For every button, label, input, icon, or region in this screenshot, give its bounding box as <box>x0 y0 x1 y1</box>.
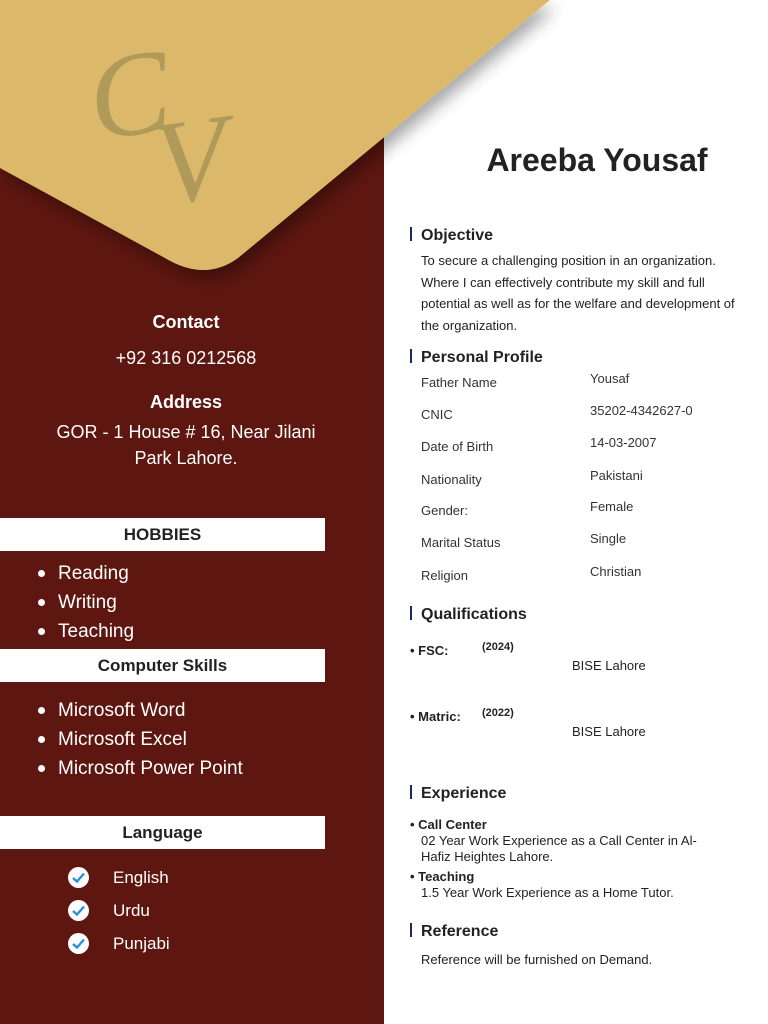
reference-heading <box>410 923 498 941</box>
list-item <box>68 861 170 894</box>
list-item: Reading <box>36 559 134 588</box>
profile-label: Marital Status <box>421 535 501 550</box>
language-list <box>68 861 170 960</box>
qualification-year: (2022) <box>482 707 514 719</box>
qualifications-heading <box>410 606 527 624</box>
profile-label: Date of Birth <box>421 439 494 454</box>
personal-profile-heading <box>410 349 543 367</box>
experience-description: 1.5 Year Work Experience as a Home Tutor. <box>421 885 674 900</box>
qualification-year: (2024) <box>482 641 514 653</box>
qualification-label: • FSC: <box>410 643 449 658</box>
profile-value: Yousaf <box>590 371 630 386</box>
profile-value: Single <box>590 531 627 546</box>
experience-item <box>410 817 710 865</box>
profile-value: 14-03-2007 <box>590 435 657 450</box>
candidate-name: Areeba Yousaf <box>486 142 708 178</box>
experience-heading <box>410 785 506 803</box>
section-title: Personal Profile <box>421 349 543 366</box>
qualification-name: Matric: <box>418 709 461 724</box>
list-item: Microsoft Excel <box>36 725 243 754</box>
profile-label: Gender: <box>421 503 468 518</box>
contact-heading: Contact <box>152 312 220 332</box>
computer-skills-heading: Computer Skills <box>0 649 325 682</box>
profile-label: CNIC <box>421 407 453 422</box>
list-item: Teaching <box>36 617 134 646</box>
profile-label: Father Name <box>421 375 497 390</box>
profile-label: Nationality <box>421 472 482 487</box>
hobbies-list <box>36 559 134 646</box>
section-bar <box>410 349 412 363</box>
experience-title: • Call Center <box>410 817 487 832</box>
list-item: Writing <box>36 588 134 617</box>
checkmark-icon <box>68 933 89 954</box>
section-bar <box>410 227 412 241</box>
profile-label: Religion <box>421 568 468 583</box>
reference-text: Reference will be furnished on Demand. <box>421 952 653 967</box>
list-item <box>68 894 170 927</box>
section-bar <box>410 606 412 620</box>
qualification-board: BISE Lahore <box>572 658 646 673</box>
qualification-board: BISE Lahore <box>572 724 646 739</box>
qualification-label: • Matric: <box>410 709 461 724</box>
language-label: English <box>113 867 169 887</box>
experience-description: 02 Year Work Experience as a Call Center in Al-Hafiz Heightes Lahore. <box>421 833 697 864</box>
section-title: Qualifications <box>421 606 527 623</box>
language-label: Punjabi <box>113 933 170 953</box>
list-item <box>68 927 170 960</box>
address-heading: Address <box>149 392 223 412</box>
experience-title: • Teaching <box>410 869 475 884</box>
cv-logo: V <box>145 88 237 231</box>
hobbies-heading: HOBBIES <box>0 518 325 551</box>
section-title: Reference <box>421 923 499 940</box>
experience-title-text: Teaching <box>418 869 475 884</box>
language-label: Urdu <box>113 900 150 920</box>
section-title: Experience <box>421 785 507 802</box>
profile-value: Christian <box>590 564 642 579</box>
profile-value: 35202-4342627-0 <box>590 403 693 418</box>
checkmark-icon <box>68 867 89 888</box>
cv-logo: C <box>80 22 178 166</box>
qualification-name: FSC: <box>418 643 449 658</box>
objective-heading <box>410 227 493 245</box>
experience-title-text: Call Center <box>418 817 487 832</box>
section-bar <box>410 785 412 799</box>
list-item: Microsoft Power Point <box>36 754 243 783</box>
list-item: Microsoft Word <box>36 696 243 725</box>
profile-value: Female <box>590 499 634 514</box>
checkmark-icon <box>68 900 89 921</box>
objective-text: To secure a challenging position in an organization. Where I can effectively contribute my skill and full potential as well as for the welfare and development of the organization. <box>421 253 735 333</box>
section-bar <box>410 923 412 937</box>
address-text: GOR - 1 House # 16, Near Jilani Park Lahore. <box>56 422 316 468</box>
phone-number: +92 316 0212568 <box>115 348 257 368</box>
profile-value: Pakistani <box>590 468 643 483</box>
computer-skills-list <box>36 696 243 783</box>
language-heading: Language <box>0 816 325 849</box>
experience-item <box>410 869 710 901</box>
section-title: Objective <box>421 227 494 244</box>
